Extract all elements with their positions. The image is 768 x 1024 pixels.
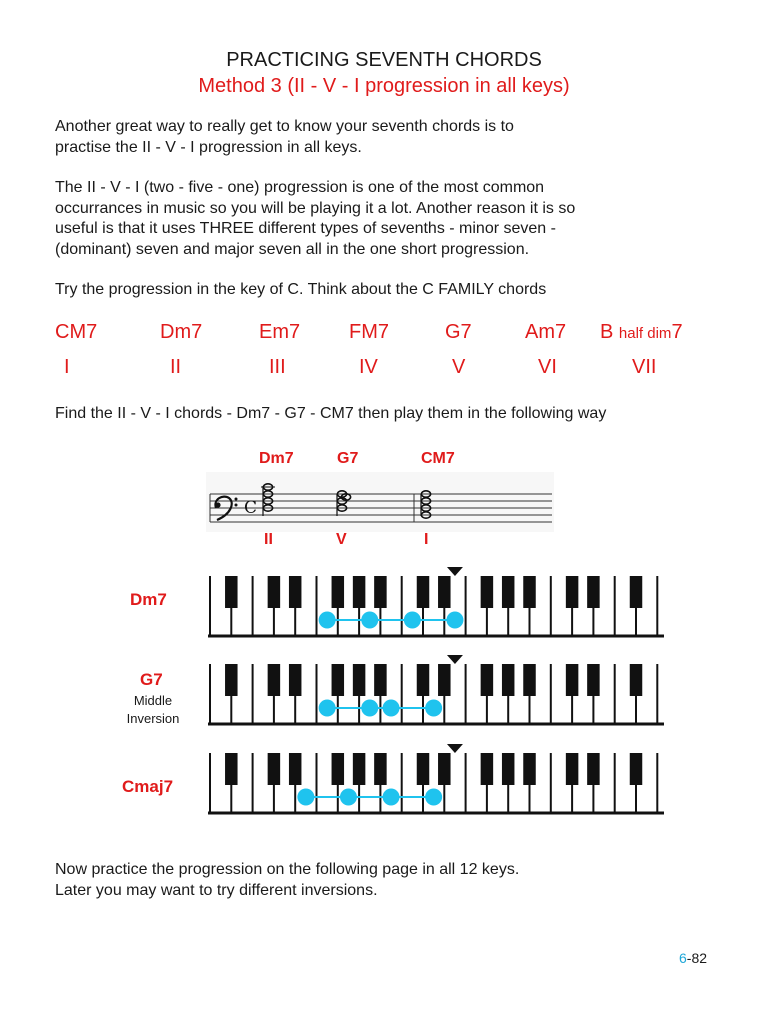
black-key[interactable]: [353, 664, 366, 696]
chord-note-dot: [383, 700, 400, 717]
text-line: Another great way to really get to know your seventh chords is to: [55, 118, 514, 135]
text-line: The II - V - I (two - five - one) progression is one of the most common: [55, 179, 545, 196]
black-key[interactable]: [374, 576, 387, 608]
family-numeral: III: [269, 356, 286, 378]
family-numeral: II: [170, 356, 182, 378]
family-numeral: VI: [538, 356, 557, 378]
black-key[interactable]: [502, 664, 515, 696]
black-key[interactable]: [438, 753, 451, 785]
black-key[interactable]: [353, 753, 366, 785]
middle-c-marker-icon: [447, 567, 463, 576]
black-key[interactable]: [630, 664, 643, 696]
chord-note-dot: [383, 789, 400, 806]
family-chord: FM7: [349, 321, 389, 343]
family-intro: [55, 280, 735, 301]
family-chord: Dm7: [160, 321, 203, 343]
text-line: Now practice the progression on the following page in all 12 keys.: [55, 861, 520, 878]
black-key[interactable]: [417, 576, 430, 608]
family-numeral: V: [452, 356, 466, 378]
chord-note-dot: [446, 612, 463, 629]
black-key[interactable]: [438, 576, 451, 608]
black-key[interactable]: [374, 664, 387, 696]
black-key[interactable]: [332, 753, 345, 785]
family-chord: CM7: [55, 321, 98, 343]
black-key[interactable]: [417, 753, 430, 785]
black-key[interactable]: [353, 576, 366, 608]
black-key[interactable]: [566, 664, 579, 696]
closing-paragraph: [55, 860, 735, 901]
black-key[interactable]: [332, 576, 345, 608]
keyboard-sublabel: Inversion: [126, 711, 180, 726]
black-key[interactable]: [289, 753, 302, 785]
keyboard-label: Cmaj7: [122, 777, 174, 796]
music-staff: [200, 472, 560, 532]
chord-note-dot: [361, 700, 378, 717]
middle-c-marker-icon: [447, 744, 463, 753]
family-chord: Em7: [259, 321, 301, 343]
black-key[interactable]: [502, 576, 515, 608]
staff-chord-label: G7: [337, 450, 359, 467]
black-key[interactable]: [587, 576, 600, 608]
black-key[interactable]: [481, 576, 494, 608]
black-key[interactable]: [332, 664, 345, 696]
text-line: Try the progression in the key of C. Think about the C FAMILY chords: [55, 281, 547, 298]
staff-numeral: II: [264, 531, 273, 548]
black-key[interactable]: [481, 753, 494, 785]
text-line: (dominant) seven and major seven all in the one short progression.: [55, 240, 530, 258]
family-chord: B half dim7: [600, 321, 683, 343]
black-key[interactable]: [481, 664, 494, 696]
black-key[interactable]: [268, 753, 281, 785]
black-key[interactable]: [289, 576, 302, 608]
black-key[interactable]: [438, 664, 451, 696]
piano-keyboard-dm7: [208, 566, 664, 640]
black-key[interactable]: [374, 753, 387, 785]
page-subtitle: Method 3 (II - V - I progression in all keys): [198, 75, 570, 97]
family-chord: G7: [445, 321, 472, 343]
black-key[interactable]: [587, 664, 600, 696]
chord-note-dot: [319, 612, 336, 629]
time-signature: C: [244, 498, 258, 518]
black-key[interactable]: [289, 664, 302, 696]
black-key[interactable]: [225, 664, 238, 696]
black-key[interactable]: [523, 753, 536, 785]
find-instructions: Find the II - V - I chords - Dm7 - G7 - CM7 then play them in the following way: [55, 405, 607, 422]
black-key[interactable]: [268, 664, 281, 696]
black-key[interactable]: [523, 576, 536, 608]
page-number: 6-82: [679, 950, 708, 966]
chord-note-dot: [425, 700, 442, 717]
staff-chord-label: Dm7: [259, 450, 294, 467]
family-chord: Am7: [525, 321, 567, 343]
black-key[interactable]: [566, 753, 579, 785]
page-title: PRACTICING SEVENTH CHORDS: [226, 49, 542, 71]
chord-note-dot: [361, 612, 378, 629]
middle-c-marker-icon: [447, 655, 463, 664]
chord-note-dot: [404, 612, 421, 629]
black-key[interactable]: [523, 664, 536, 696]
chord-note-dot: [425, 789, 442, 806]
black-key[interactable]: [268, 576, 281, 608]
black-key[interactable]: [566, 576, 579, 608]
black-key[interactable]: [587, 753, 600, 785]
text-line: occurrances in music so you will be playing it a lot. Another reason it is so: [55, 199, 576, 217]
staff-numeral: I: [424, 531, 429, 548]
chord-note-dot: [340, 789, 357, 806]
keyboard-label: Dm7: [130, 590, 167, 609]
black-key[interactable]: [502, 753, 515, 785]
keyboard-sublabel: Middle: [133, 693, 173, 708]
family-numeral: VII: [632, 356, 657, 378]
keyboard-label: G7: [140, 670, 163, 689]
family-numeral: IV: [359, 356, 378, 378]
chord-note-dot: [319, 700, 336, 717]
black-key[interactable]: [630, 753, 643, 785]
intro-paragraph: [55, 117, 735, 158]
chord-note-dot: [297, 789, 314, 806]
text-line: practise the II - V - I progression in all keys.: [55, 138, 362, 156]
black-key[interactable]: [225, 576, 238, 608]
black-key[interactable]: [417, 664, 430, 696]
piano-keyboard-cmaj7: [208, 743, 664, 817]
text-line: useful is that it uses THREE different types of sevenths - minor seven -: [55, 220, 556, 237]
staff-chord-label: CM7: [421, 450, 455, 467]
black-key[interactable]: [630, 576, 643, 608]
piano-keyboard-g7: [208, 654, 664, 728]
text-line: Later you may want to try different inversions.: [55, 881, 378, 899]
black-key[interactable]: [225, 753, 238, 785]
family-numeral: I: [64, 356, 70, 378]
staff-numeral: V: [336, 531, 347, 548]
progression-paragraph: [55, 178, 735, 260]
